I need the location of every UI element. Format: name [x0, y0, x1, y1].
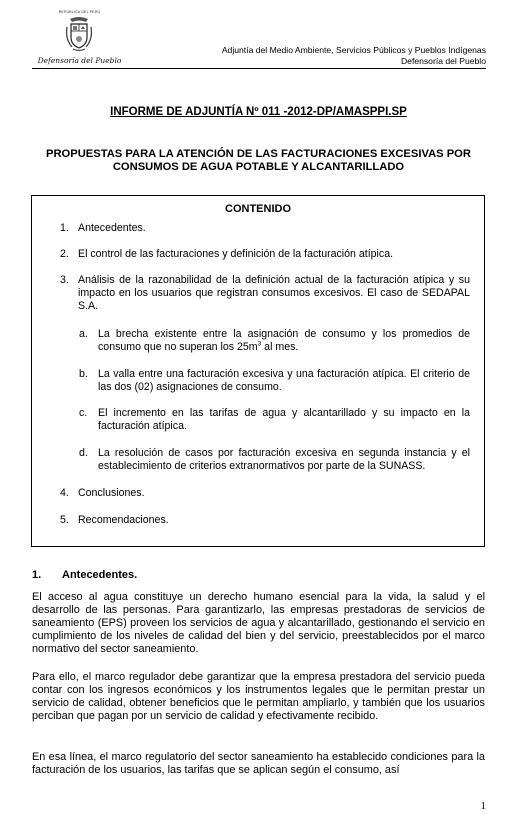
logo-text: Defensoría del Pueblo [37, 56, 122, 65]
logo-caption: REPÚBLICA DEL PERÚ [58, 10, 101, 14]
toc-item-text: La resolución de casos por facturación excesiva en segunda instancia y el establecimiento de criterios extranormativos por parte de la SUNASS. [98, 447, 470, 472]
toc-item-number: 2. [60, 248, 69, 260]
report-title: INFORME DE ADJUNTÍA Nº 011 -2012-DP/AMASPPI.SP [110, 106, 407, 118]
toc-item-number: c. [79, 407, 88, 419]
contents-heading: CONTENIDO [225, 203, 291, 215]
toc-item-text: El control de las facturaciones y definición de la facturación atípica. [78, 248, 394, 260]
header-line-1: Adjuntía del Medio Ambiente, Servicios Públicos y Pueblos Indígenas [221, 45, 486, 55]
toc-item-number: 1. [60, 222, 69, 234]
toc-item-number: d. [79, 447, 88, 459]
toc-item-text: La brecha existente entre la asignación de consumo y los promedios de consumo que no superan los $25m^3$ al mes. [98, 328, 470, 353]
report-subtitle: PROPUESTAS PARA LA ATENCIÓN DE LAS FACTURACIONES EXCESIVAS POR CONSUMOS DE AGUA POTABLE Y ALCANTARILLADO [46, 148, 471, 173]
page-number: 1 [480, 800, 486, 812]
toc-item-text: La valla entre una facturación excesiva y una facturación atípica. El criterio de las dos (02) asignaciones de consumo. [98, 368, 470, 393]
toc-item-text: Antecedentes. [78, 222, 146, 234]
toc-item-text: El incremento en las tarifas de agua y alcantarillado y su impacto en la facturación atípica. [98, 407, 470, 432]
toc-item-number: 4. [60, 487, 69, 499]
contents-box [31, 195, 485, 547]
toc-item-number: 3. [60, 274, 69, 286]
header-line-2: Defensoría del Pueblo [400, 55, 486, 66]
section-number: 1. [32, 569, 42, 581]
coat-of-arms-icon [64, 15, 94, 53]
body-paragraph: En esa línea, el marco regulatorio del sector saneamiento ha establecido condiciones para la facturación de los usuarios, las tarifas que se aplican según el consumo, así [32, 751, 485, 776]
header-divider [32, 68, 486, 69]
toc-item-text: Recomendaciones. [78, 514, 169, 526]
section-title: Antecedentes. [62, 569, 138, 581]
toc-item-number: a. [79, 328, 88, 340]
body-paragraph: Para ello, el marco regulador debe garantizar que la empresa prestadora del servicio pueda contar con los ingresos económicos y los instrumentos legales que le permitan prestar un servicio de calidad, obtener beneficios que le permitan ampliarlo, y también que los usuarios perciban que pagan por un servicio de calidad y efectivamente recibido. [32, 671, 485, 722]
toc-item-number: b. [79, 368, 88, 380]
page-header [222, 45, 486, 66]
toc-item-number: 5. [60, 514, 69, 526]
body-paragraph: El acceso al agua constituye un derecho humano esencial para la vida, la salud y el desarrollo de las personas. Para garantizarlo, las empresas prestadoras de servicios de saneamiento (EPS) proveen los servicios de agua y alcantarillado, gestionando el servicio en cumplimiento de los niveles de calidad del bien y del servicio, preestablecidos por el marco normativo del sector saneamiento. [32, 591, 485, 655]
institution-logo [32, 10, 127, 68]
toc-item-text: Conclusiones. [78, 487, 145, 499]
toc-item-text: Análisis de la razonabilidad de la definición actual de la facturación atípica y su impacto en los usuarios que registran consumos excesivos. El caso de SEDAPAL S.A. [78, 274, 470, 312]
